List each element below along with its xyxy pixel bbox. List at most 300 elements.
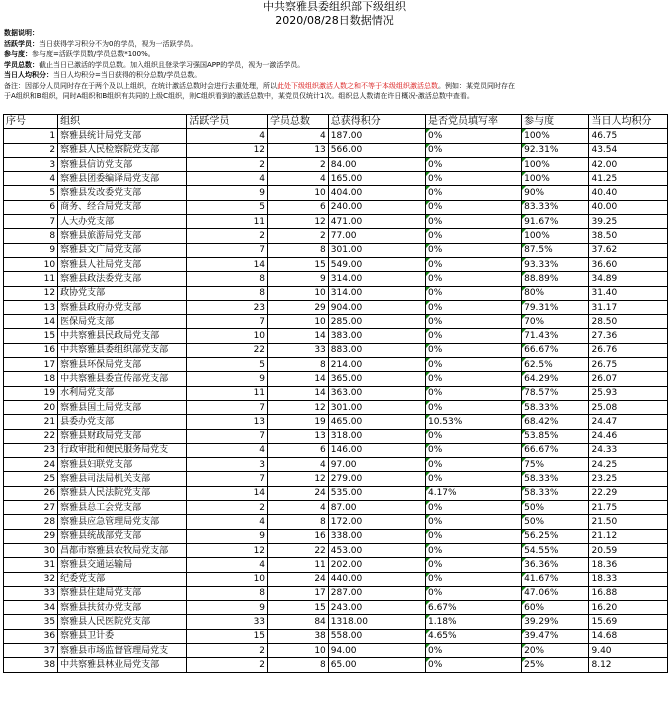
- cell-points[interactable]: 566.00: [328, 143, 425, 157]
- cell-org[interactable]: 察雅县统战部党支部: [58, 529, 187, 543]
- cell-index[interactable]: 32: [4, 572, 58, 586]
- cell-avg-points[interactable]: 37.62: [589, 243, 668, 257]
- cell-total[interactable]: 10: [268, 643, 329, 657]
- cell-participation[interactable]: [522, 629, 589, 643]
- cell-active[interactable]: 7: [187, 429, 268, 443]
- cell-points[interactable]: 363.00: [328, 386, 425, 400]
- cell-total[interactable]: 12: [268, 472, 329, 486]
- cell-points[interactable]: 146.00: [328, 443, 425, 457]
- cell-index[interactable]: 34: [4, 601, 58, 615]
- cell-active[interactable]: 11: [187, 215, 268, 229]
- cell-avg-points[interactable]: 36.60: [589, 257, 668, 271]
- cell-participation[interactable]: [522, 229, 589, 243]
- cell-index[interactable]: 7: [4, 215, 58, 229]
- col-header-avg-points[interactable]: 当日人均积分: [589, 115, 668, 129]
- col-header-participation[interactable]: 参与度: [522, 115, 589, 129]
- cell-participation[interactable]: [522, 501, 589, 515]
- cell-points[interactable]: 465.00: [328, 415, 425, 429]
- cell-participation[interactable]: [522, 200, 589, 214]
- cell-total[interactable]: 14: [268, 386, 329, 400]
- cell-org[interactable]: 察雅县政府办党支部: [58, 300, 187, 314]
- cell-points[interactable]: 187.00: [328, 129, 425, 143]
- cell-index[interactable]: 31: [4, 558, 58, 572]
- cell-points[interactable]: 301.00: [328, 400, 425, 414]
- cell-active[interactable]: 9: [187, 529, 268, 543]
- cell-fill-rate[interactable]: [425, 243, 521, 257]
- cell-org[interactable]: 察雅县卫计委: [58, 629, 187, 643]
- cell-active[interactable]: 7: [187, 400, 268, 414]
- cell-fill-rate[interactable]: [425, 558, 521, 572]
- cell-fill-rate[interactable]: [425, 429, 521, 443]
- cell-avg-points[interactable]: 26.75: [589, 358, 668, 372]
- cell-org[interactable]: 中共察雅县委组织部党支部: [58, 343, 187, 357]
- cell-index[interactable]: 14: [4, 315, 58, 329]
- cell-participation[interactable]: [522, 343, 589, 357]
- cell-total[interactable]: 2: [268, 229, 329, 243]
- cell-fill-rate[interactable]: [425, 286, 521, 300]
- cell-index[interactable]: 26: [4, 486, 58, 500]
- cell-fill-rate[interactable]: [425, 386, 521, 400]
- cell-active[interactable]: 4: [187, 558, 268, 572]
- cell-fill-rate[interactable]: [425, 157, 521, 171]
- cell-index[interactable]: 19: [4, 386, 58, 400]
- cell-fill-rate[interactable]: [425, 315, 521, 329]
- cell-org[interactable]: 人大办党支部: [58, 215, 187, 229]
- cell-avg-points[interactable]: 16.20: [589, 601, 668, 615]
- cell-participation[interactable]: [522, 300, 589, 314]
- cell-index[interactable]: 6: [4, 200, 58, 214]
- cell-index[interactable]: 15: [4, 329, 58, 343]
- cell-points[interactable]: 904.00: [328, 300, 425, 314]
- cell-total[interactable]: 13: [268, 143, 329, 157]
- cell-org[interactable]: 察雅县团委编译局党支部: [58, 172, 187, 186]
- cell-participation[interactable]: [522, 386, 589, 400]
- cell-fill-rate[interactable]: [425, 186, 521, 200]
- cell-active[interactable]: 14: [187, 486, 268, 500]
- cell-participation[interactable]: [522, 400, 589, 414]
- cell-org[interactable]: 察雅县扶贫办党支部: [58, 601, 187, 615]
- cell-avg-points[interactable]: 8.12: [589, 658, 668, 672]
- cell-fill-rate[interactable]: [425, 372, 521, 386]
- cell-participation[interactable]: [522, 157, 589, 171]
- cell-fill-rate[interactable]: [425, 300, 521, 314]
- cell-org[interactable]: 行政审批和便民服务局党支: [58, 443, 187, 457]
- cell-org[interactable]: 察雅县应急管理局党支部: [58, 515, 187, 529]
- cell-active[interactable]: 7: [187, 243, 268, 257]
- cell-participation[interactable]: [522, 329, 589, 343]
- cell-index[interactable]: 8: [4, 229, 58, 243]
- cell-active[interactable]: 10: [187, 572, 268, 586]
- cell-total[interactable]: 17: [268, 586, 329, 600]
- cell-active[interactable]: 4: [187, 129, 268, 143]
- cell-total[interactable]: 29: [268, 300, 329, 314]
- cell-points[interactable]: 383.00: [328, 329, 425, 343]
- cell-participation[interactable]: [522, 643, 589, 657]
- cell-fill-rate[interactable]: [425, 200, 521, 214]
- cell-total[interactable]: 10: [268, 186, 329, 200]
- cell-fill-rate[interactable]: [425, 257, 521, 271]
- cell-total[interactable]: 4: [268, 458, 329, 472]
- cell-org[interactable]: 察雅县总工会党支部: [58, 501, 187, 515]
- cell-avg-points[interactable]: 28.50: [589, 315, 668, 329]
- cell-avg-points[interactable]: 25.08: [589, 400, 668, 414]
- cell-fill-rate[interactable]: [425, 343, 521, 357]
- cell-points[interactable]: 202.00: [328, 558, 425, 572]
- cell-org[interactable]: 医保局党支部: [58, 315, 187, 329]
- cell-fill-rate[interactable]: [425, 629, 521, 643]
- cell-active[interactable]: 9: [187, 186, 268, 200]
- cell-participation[interactable]: [522, 586, 589, 600]
- cell-active[interactable]: 15: [187, 629, 268, 643]
- cell-total[interactable]: 10: [268, 315, 329, 329]
- cell-active[interactable]: 9: [187, 372, 268, 386]
- cell-fill-rate[interactable]: [425, 515, 521, 529]
- cell-participation[interactable]: [522, 472, 589, 486]
- cell-org[interactable]: 水利局党支部: [58, 386, 187, 400]
- cell-avg-points[interactable]: 41.25: [589, 172, 668, 186]
- cell-fill-rate[interactable]: [425, 329, 521, 343]
- cell-fill-rate[interactable]: [425, 229, 521, 243]
- cell-points[interactable]: 97.00: [328, 458, 425, 472]
- cell-participation[interactable]: [522, 601, 589, 615]
- cell-total[interactable]: 15: [268, 601, 329, 615]
- cell-fill-rate[interactable]: [425, 543, 521, 557]
- cell-avg-points[interactable]: 9.40: [589, 643, 668, 657]
- cell-points[interactable]: 338.00: [328, 529, 425, 543]
- cell-org[interactable]: 察雅县国土局党支部: [58, 400, 187, 414]
- cell-org[interactable]: 察雅县财政局党支部: [58, 429, 187, 443]
- cell-total[interactable]: 38: [268, 629, 329, 643]
- cell-total[interactable]: 8: [268, 658, 329, 672]
- cell-index[interactable]: 27: [4, 501, 58, 515]
- cell-points[interactable]: 883.00: [328, 343, 425, 357]
- cell-total[interactable]: 6: [268, 200, 329, 214]
- cell-points[interactable]: 535.00: [328, 486, 425, 500]
- cell-fill-rate[interactable]: [425, 172, 521, 186]
- cell-index[interactable]: 21: [4, 415, 58, 429]
- cell-fill-rate[interactable]: [425, 615, 521, 629]
- cell-org[interactable]: 察雅县人社局党支部: [58, 257, 187, 271]
- cell-avg-points[interactable]: 23.25: [589, 472, 668, 486]
- cell-total[interactable]: 84: [268, 615, 329, 629]
- cell-org[interactable]: 商务、经合局党支部: [58, 200, 187, 214]
- cell-org[interactable]: 察雅县妇联党支部: [58, 458, 187, 472]
- cell-active[interactable]: 2: [187, 229, 268, 243]
- cell-total[interactable]: 24: [268, 486, 329, 500]
- cell-points[interactable]: 558.00: [328, 629, 425, 643]
- cell-fill-rate[interactable]: [425, 601, 521, 615]
- cell-active[interactable]: 22: [187, 343, 268, 357]
- cell-active[interactable]: 13: [187, 415, 268, 429]
- cell-active[interactable]: 4: [187, 515, 268, 529]
- cell-active[interactable]: 2: [187, 157, 268, 171]
- cell-avg-points[interactable]: 31.17: [589, 300, 668, 314]
- cell-org[interactable]: 察雅县司法局机关支部: [58, 472, 187, 486]
- cell-avg-points[interactable]: 26.76: [589, 343, 668, 357]
- cell-points[interactable]: 243.00: [328, 601, 425, 615]
- cell-participation[interactable]: [522, 143, 589, 157]
- cell-active[interactable]: 14: [187, 257, 268, 271]
- cell-total[interactable]: 14: [268, 329, 329, 343]
- col-header-index[interactable]: 序号: [4, 115, 58, 129]
- cell-participation[interactable]: [522, 615, 589, 629]
- cell-org[interactable]: 察雅县环保局党支部: [58, 358, 187, 372]
- cell-org[interactable]: 察雅县交通运输局: [58, 558, 187, 572]
- cell-fill-rate[interactable]: [425, 586, 521, 600]
- cell-participation[interactable]: [522, 658, 589, 672]
- cell-avg-points[interactable]: 39.25: [589, 215, 668, 229]
- cell-active[interactable]: 10: [187, 329, 268, 343]
- cell-participation[interactable]: [522, 529, 589, 543]
- cell-index[interactable]: 36: [4, 629, 58, 643]
- cell-total[interactable]: 8: [268, 358, 329, 372]
- cell-participation[interactable]: [522, 215, 589, 229]
- cell-org[interactable]: 县委办党支部: [58, 415, 187, 429]
- cell-index[interactable]: 25: [4, 472, 58, 486]
- cell-org[interactable]: 中共察雅县委宣传部党支部: [58, 372, 187, 386]
- cell-fill-rate[interactable]: [425, 529, 521, 543]
- cell-active[interactable]: 2: [187, 658, 268, 672]
- cell-participation[interactable]: [522, 543, 589, 557]
- cell-avg-points[interactable]: 25.93: [589, 386, 668, 400]
- cell-index[interactable]: 5: [4, 186, 58, 200]
- cell-avg-points[interactable]: 24.33: [589, 443, 668, 457]
- cell-avg-points[interactable]: 26.07: [589, 372, 668, 386]
- cell-avg-points[interactable]: 21.12: [589, 529, 668, 543]
- cell-fill-rate[interactable]: [425, 643, 521, 657]
- cell-active[interactable]: 8: [187, 286, 268, 300]
- cell-total[interactable]: 22: [268, 543, 329, 557]
- cell-org[interactable]: 察雅县人民医院党支部: [58, 615, 187, 629]
- cell-points[interactable]: 77.00: [328, 229, 425, 243]
- cell-points[interactable]: 314.00: [328, 272, 425, 286]
- cell-active[interactable]: 9: [187, 601, 268, 615]
- cell-index[interactable]: 22: [4, 429, 58, 443]
- cell-points[interactable]: 94.00: [328, 643, 425, 657]
- cell-fill-rate[interactable]: [425, 501, 521, 515]
- cell-points[interactable]: 549.00: [328, 257, 425, 271]
- cell-total[interactable]: 4: [268, 129, 329, 143]
- cell-index[interactable]: 24: [4, 458, 58, 472]
- cell-points[interactable]: 279.00: [328, 472, 425, 486]
- cell-points[interactable]: 84.00: [328, 157, 425, 171]
- cell-participation[interactable]: [522, 515, 589, 529]
- cell-fill-rate[interactable]: [425, 143, 521, 157]
- cell-avg-points[interactable]: 43.54: [589, 143, 668, 157]
- cell-points[interactable]: 172.00: [328, 515, 425, 529]
- cell-avg-points[interactable]: 42.00: [589, 157, 668, 171]
- cell-points[interactable]: 285.00: [328, 315, 425, 329]
- cell-points[interactable]: 87.00: [328, 501, 425, 515]
- cell-active[interactable]: 5: [187, 358, 268, 372]
- cell-participation[interactable]: [522, 558, 589, 572]
- cell-participation[interactable]: [522, 257, 589, 271]
- cell-org[interactable]: 中共察雅县林业局党支部: [58, 658, 187, 672]
- cell-active[interactable]: 12: [187, 543, 268, 557]
- cell-total[interactable]: 12: [268, 400, 329, 414]
- cell-avg-points[interactable]: 46.75: [589, 129, 668, 143]
- cell-index[interactable]: 20: [4, 400, 58, 414]
- cell-active[interactable]: 7: [187, 472, 268, 486]
- cell-total[interactable]: 33: [268, 343, 329, 357]
- cell-active[interactable]: 3: [187, 458, 268, 472]
- cell-active[interactable]: 33: [187, 615, 268, 629]
- cell-total[interactable]: 19: [268, 415, 329, 429]
- cell-org[interactable]: 察雅县统计局党支部: [58, 129, 187, 143]
- cell-points[interactable]: 440.00: [328, 572, 425, 586]
- cell-points[interactable]: 165.00: [328, 172, 425, 186]
- cell-fill-rate[interactable]: [425, 472, 521, 486]
- cell-index[interactable]: 23: [4, 443, 58, 457]
- cell-fill-rate[interactable]: [425, 400, 521, 414]
- cell-total[interactable]: 4: [268, 172, 329, 186]
- col-header-org[interactable]: 组织: [58, 115, 187, 129]
- cell-org[interactable]: 察雅县文广局党支部: [58, 243, 187, 257]
- cell-index[interactable]: 29: [4, 529, 58, 543]
- cell-org[interactable]: 察雅县住建局党支部: [58, 586, 187, 600]
- cell-total[interactable]: 24: [268, 572, 329, 586]
- cell-total[interactable]: 9: [268, 272, 329, 286]
- cell-points[interactable]: 365.00: [328, 372, 425, 386]
- cell-index[interactable]: 13: [4, 300, 58, 314]
- cell-points[interactable]: 314.00: [328, 286, 425, 300]
- cell-index[interactable]: 11: [4, 272, 58, 286]
- cell-active[interactable]: 4: [187, 443, 268, 457]
- cell-fill-rate[interactable]: [425, 415, 521, 429]
- cell-fill-rate[interactable]: [425, 215, 521, 229]
- cell-index[interactable]: 33: [4, 586, 58, 600]
- cell-participation[interactable]: [522, 315, 589, 329]
- cell-participation[interactable]: [522, 129, 589, 143]
- cell-points[interactable]: 471.00: [328, 215, 425, 229]
- cell-org[interactable]: 昌都市察雅县农牧局党支部: [58, 543, 187, 557]
- cell-fill-rate[interactable]: [425, 486, 521, 500]
- cell-active[interactable]: 8: [187, 586, 268, 600]
- cell-org[interactable]: 察雅县人民检察院党支部: [58, 143, 187, 157]
- cell-avg-points[interactable]: 15.69: [589, 615, 668, 629]
- cell-org[interactable]: 察雅县发改委党支部: [58, 186, 187, 200]
- cell-points[interactable]: 301.00: [328, 243, 425, 257]
- cell-participation[interactable]: [522, 458, 589, 472]
- cell-active[interactable]: 12: [187, 143, 268, 157]
- col-header-total[interactable]: 学员总数: [268, 115, 329, 129]
- cell-index[interactable]: 9: [4, 243, 58, 257]
- cell-fill-rate[interactable]: [425, 358, 521, 372]
- cell-participation[interactable]: [522, 186, 589, 200]
- cell-participation[interactable]: [522, 358, 589, 372]
- cell-active[interactable]: 11: [187, 386, 268, 400]
- cell-avg-points[interactable]: 18.33: [589, 572, 668, 586]
- cell-avg-points[interactable]: 16.88: [589, 586, 668, 600]
- cell-index[interactable]: 35: [4, 615, 58, 629]
- col-header-points[interactable]: 总获得积分: [328, 115, 425, 129]
- cell-participation[interactable]: [522, 429, 589, 443]
- cell-fill-rate[interactable]: [425, 458, 521, 472]
- cell-participation[interactable]: [522, 443, 589, 457]
- cell-avg-points[interactable]: 40.00: [589, 200, 668, 214]
- col-header-active[interactable]: 活跃学员: [187, 115, 268, 129]
- cell-fill-rate[interactable]: [425, 443, 521, 457]
- cell-participation[interactable]: [522, 372, 589, 386]
- cell-index[interactable]: 4: [4, 172, 58, 186]
- cell-participation[interactable]: [522, 572, 589, 586]
- cell-total[interactable]: 8: [268, 243, 329, 257]
- cell-org[interactable]: 察雅县信访党支部: [58, 157, 187, 171]
- cell-index[interactable]: 10: [4, 257, 58, 271]
- cell-points[interactable]: 318.00: [328, 429, 425, 443]
- cell-points[interactable]: 1318.00: [328, 615, 425, 629]
- cell-participation[interactable]: [522, 415, 589, 429]
- cell-avg-points[interactable]: 24.47: [589, 415, 668, 429]
- cell-avg-points[interactable]: 21.50: [589, 515, 668, 529]
- cell-avg-points[interactable]: 34.89: [589, 272, 668, 286]
- cell-points[interactable]: 65.00: [328, 658, 425, 672]
- cell-index[interactable]: 17: [4, 358, 58, 372]
- cell-active[interactable]: 8: [187, 272, 268, 286]
- cell-total[interactable]: 14: [268, 372, 329, 386]
- cell-active[interactable]: 23: [187, 300, 268, 314]
- cell-fill-rate[interactable]: [425, 658, 521, 672]
- cell-points[interactable]: 214.00: [328, 358, 425, 372]
- cell-total[interactable]: 6: [268, 443, 329, 457]
- cell-avg-points[interactable]: 24.46: [589, 429, 668, 443]
- cell-avg-points[interactable]: 38.50: [589, 229, 668, 243]
- cell-points[interactable]: 240.00: [328, 200, 425, 214]
- cell-fill-rate[interactable]: [425, 572, 521, 586]
- cell-index[interactable]: 1: [4, 129, 58, 143]
- cell-total[interactable]: 8: [268, 515, 329, 529]
- cell-active[interactable]: 5: [187, 200, 268, 214]
- cell-index[interactable]: 38: [4, 658, 58, 672]
- cell-index[interactable]: 30: [4, 543, 58, 557]
- cell-org[interactable]: 察雅县旅游局党支部: [58, 229, 187, 243]
- cell-index[interactable]: 28: [4, 515, 58, 529]
- cell-participation[interactable]: [522, 243, 589, 257]
- cell-active[interactable]: 2: [187, 501, 268, 515]
- cell-avg-points[interactable]: 14.68: [589, 629, 668, 643]
- cell-avg-points[interactable]: 21.75: [589, 501, 668, 515]
- cell-participation[interactable]: [522, 286, 589, 300]
- cell-org[interactable]: 察雅县人民法院党支部: [58, 486, 187, 500]
- cell-total[interactable]: 12: [268, 215, 329, 229]
- cell-points[interactable]: 287.00: [328, 586, 425, 600]
- cell-participation[interactable]: [522, 272, 589, 286]
- cell-total[interactable]: 13: [268, 429, 329, 443]
- cell-total[interactable]: 2: [268, 157, 329, 171]
- cell-org[interactable]: 察雅县政法委党支部: [58, 272, 187, 286]
- cell-total[interactable]: 15: [268, 257, 329, 271]
- cell-participation[interactable]: [522, 486, 589, 500]
- col-header-fill-rate[interactable]: 是否党员填写率: [425, 115, 521, 129]
- cell-org[interactable]: 政协党支部: [58, 286, 187, 300]
- cell-total[interactable]: 10: [268, 286, 329, 300]
- cell-index[interactable]: 37: [4, 643, 58, 657]
- cell-avg-points[interactable]: 31.40: [589, 286, 668, 300]
- cell-index[interactable]: 2: [4, 143, 58, 157]
- cell-org[interactable]: 纪委党支部: [58, 572, 187, 586]
- cell-index[interactable]: 12: [4, 286, 58, 300]
- cell-total[interactable]: 4: [268, 501, 329, 515]
- cell-points[interactable]: 453.00: [328, 543, 425, 557]
- cell-fill-rate[interactable]: [425, 272, 521, 286]
- cell-avg-points[interactable]: 20.59: [589, 543, 668, 557]
- cell-index[interactable]: 16: [4, 343, 58, 357]
- cell-avg-points[interactable]: 22.29: [589, 486, 668, 500]
- cell-points[interactable]: 404.00: [328, 186, 425, 200]
- cell-active[interactable]: 7: [187, 315, 268, 329]
- cell-total[interactable]: 16: [268, 529, 329, 543]
- cell-avg-points[interactable]: 24.25: [589, 458, 668, 472]
